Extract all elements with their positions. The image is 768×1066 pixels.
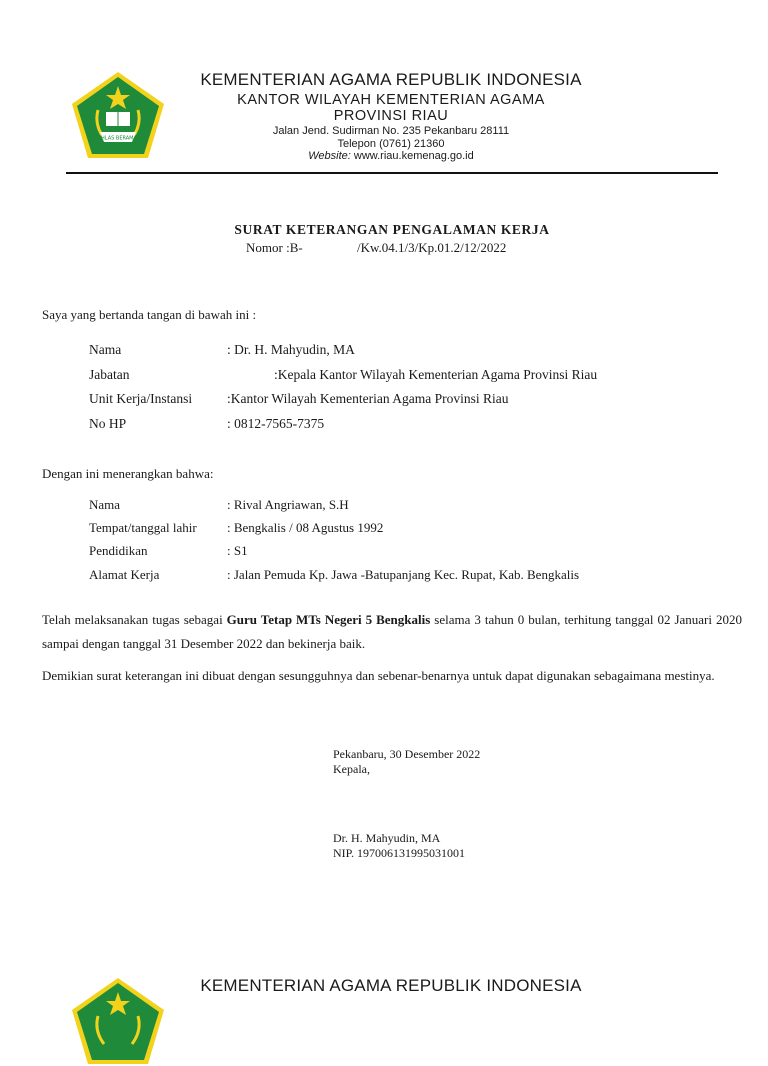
svg-text:IKHLAS BERAMAL: IKHLAS BERAMAL <box>96 135 140 142</box>
header-divider <box>66 172 718 174</box>
letter-number-value: /Kw.04.1/3/Kp.01.2/12/2022 <box>357 240 507 255</box>
signer-name: Dr. H. Mahyudin, MA <box>333 831 441 845</box>
signer-phone-value: : 0812-7565-7375 <box>227 416 325 431</box>
office-name: KANTOR WILAYAH KEMENTERIAN AGAMA <box>237 92 545 108</box>
subject-birth-label: Tempat/tanggal lahir <box>89 520 197 535</box>
subject-name-value: : Rival Angriawan, S.H <box>227 497 349 512</box>
signer-nip: NIP. 197006131995031001 <box>333 846 466 860</box>
place-date: Pekanbaru, 30 Desember 2022 <box>333 747 481 761</box>
closing-paragraph: Demikian surat keterangan ini dibuat dengan sesungguhnya dan sebenar-benarnya untuk dapat digunakan sebagaimana mestinya. <box>42 668 715 683</box>
subject-work-address-label: Alamat Kerja <box>89 567 160 582</box>
subject-work-address-value: : Jalan Pemuda Kp. Jawa -Batupanjang Kec. Rupat, Kab. Bengkalis <box>227 567 579 582</box>
province-name: PROVINSI RIAU <box>333 108 449 124</box>
letter-number-label: Nomor :B- <box>246 240 303 255</box>
office-website: Website: www.riau.kemenag.go.id <box>308 150 474 162</box>
body-paragraph: Telah melaksanakan tugas sebagai Guru Tetap MTs Negeri 5 Bengkalis selama 3 tahun 0 bulan, terhitung tanggal 02 Januari 2020 sampai dengan tanggal 31 Desember 2022 dan bekinerja baik. <box>42 612 742 651</box>
office-address: Jalan Jend. Sudirman No. 235 Pekanbaru 28111 <box>272 125 510 137</box>
subject-education-value: : S1 <box>227 543 248 558</box>
subject-birth-value: : Bengkalis / 08 Agustus 1992 <box>227 520 384 535</box>
ministry-title-page2: KEMENTERIAN AGAMA REPUBLIK INDONESIA <box>200 976 582 995</box>
intro-text: Saya yang bertanda tangan di bawah ini : <box>42 307 257 322</box>
subject-education-label: Pendidikan <box>89 543 148 558</box>
signer-phone-label: No HP <box>89 416 127 431</box>
job-title: Guru Tetap MTs Negeri 5 Bengkalis <box>226 612 431 627</box>
signer-name-value: : Dr. H. Mahyudin, MA <box>227 342 355 357</box>
office-phone: Telepon (0761) 21360 <box>337 137 445 150</box>
signer-unit-label: Unit Kerja/Instansi <box>89 391 193 406</box>
signer-position-label: Jabatan <box>89 367 130 382</box>
subject-name-label: Nama <box>89 497 121 512</box>
signer-position-value: :Kepala Kantor Wilayah Kementerian Agama Provinsi Riau <box>274 367 598 382</box>
signer-unit-value: :Kantor Wilayah Kementerian Agama Provinsi Riau <box>227 391 509 406</box>
ministry-title: KEMENTERIAN AGAMA REPUBLIK INDONESIA <box>200 70 582 89</box>
kemenag-logo-page2 <box>68 976 168 1066</box>
letterhead <box>190 70 592 163</box>
signer-name-label: Nama <box>89 342 122 357</box>
letter-title: SURAT KETERANGAN PENGALAMAN KERJA <box>234 222 550 237</box>
signer-title: Kepala, <box>333 762 370 776</box>
declares-text: Dengan ini menerangkan bahwa: <box>42 466 214 481</box>
kemenag-logo <box>68 70 168 160</box>
